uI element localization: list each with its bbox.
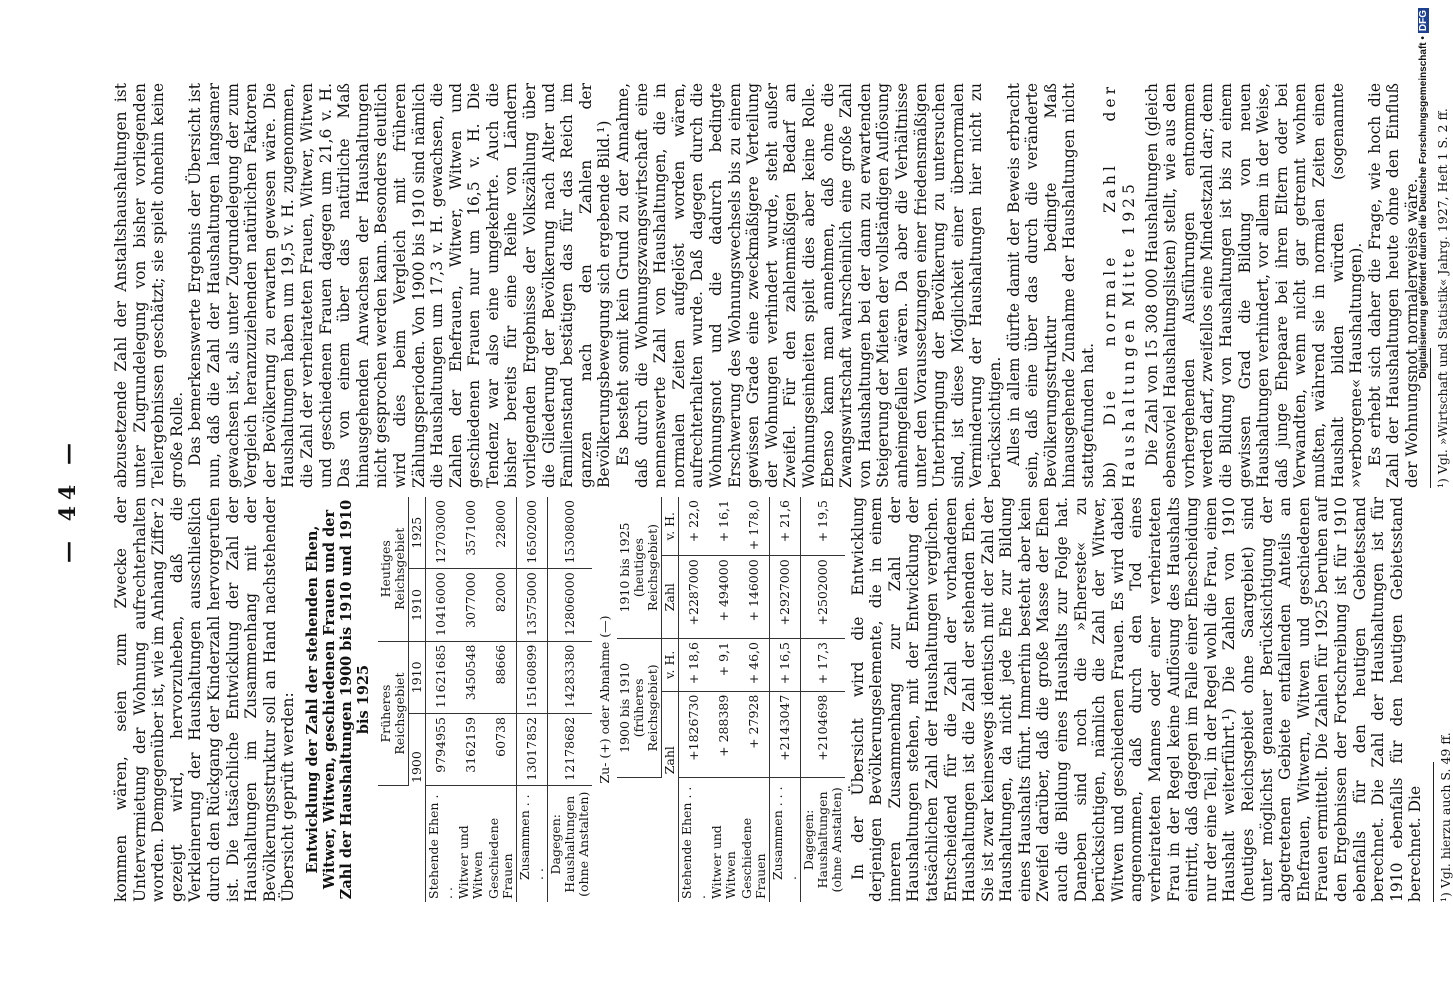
- changes-caption: Zu- (+) oder Abnahme (—): [596, 615, 612, 784]
- cell: 228000: [486, 497, 517, 569]
- table2-col: Zahl: [661, 556, 678, 639]
- right-paragraph-3: Es besteht somit kein Grund zu der Annahme, daß durch die Wohnungszwangswirtschaft eine nennenswerte Zahl von Haushaltungen, die in normalen Zeiten aufgelöst worden wären, aufrechterhalten wurde. Daß dagegen durch die Wohnungsnot und die dadurch bedingte Erschwerung des Wohnungswechsels bis zu einem gewissen Grade eine zweckmäßigere Verteilung der Wohnungen verhindert wurde, steht außer Zweifel. Für den zahlenmäßigen Bedarf an Wohnungseinheiten spielt dies aber keine Rolle. Ebenso kann man annehmen, daß ohne die Zwangswirtschaft wahrscheinlich eine große Zahl von Haushaltungen bei der dann zu erwartenden Steigerung der Mieten der vollständigen Auflösung anheimgefallen wären. Da aber die Verhältnisse unter den Voraussetzungen einer friedensmäßigen Unterbringung der Bevölkerung zu untersuchen sind, ist diese Möglichkeit einer übernormalen Verminderung der Haushaltungen hier nicht zu berücksichtigen.: [614, 83, 1004, 488]
- right-column: [112, 83, 1450, 488]
- sidebar-credit: [1418, 0, 1434, 1000]
- row-label-part: Dagegen:: [800, 809, 816, 871]
- row-label: Zusammen . . . .: [516, 786, 547, 902]
- cell: + 22,0: [678, 497, 709, 556]
- cell: 13575000: [516, 569, 547, 641]
- cell: + 46,0: [739, 639, 770, 692]
- cell: 82000: [486, 569, 517, 641]
- table-row-households: [800, 497, 845, 902]
- left-paragraph-2: In der Übersicht wird die Entwicklung derjenigen Bevölkerungselemente, die in einem inneren Zusammenhang zur Zahl der Haushaltungen stehen, mit der Entwicklung der tatsächlichen Zahl der Haushaltungen verglichen. Entscheidend für die Zahl der vorhandenen Haushaltungen ist die Zahl der stehenden Ehen. Sie ist zwar keineswegs identisch mit der Zahl der Haushaltungen, da nicht jede Ehe zur Bildung eines Haushalts führt. Immerhin besteht aber kein Zweifel darüber, daß die große Masse der Ehen auch die Bildung eines Haushalts zur Folge hat. Daneben sind noch die »Ehereste« zu berücksichtigen, nämlich die Zahl der Witwer, Witwen und geschiedenen Frauen. Es wird dabei angenommen, daß durch den Tod eines verheirateten Mannes oder einer verheirateten Frau in der Regel keine Auflösung des Haushalts eintritt, daß dagegen im Falle einer Ehescheidung nur der eine Teil, in der Regel wohl die Frau, einen Haushalt weiterführt.¹) Die Zahlen von 1910 (heutiges Reichsgebiet ohne Saargebiet) sind unter möglichst genauer Berücksichtigung der abgetretenen Gebiete entfallenden Anteils an Ehefrauen, Witwern, Witwen und geschiedenen Frauen ermittelt. Die Zahlen für 1925 beruhen auf den Ergebnissen der Fortschreibung ist für 1910 ebenfalls für den heutigen Gebietsstand berechnet. Die Zahl der Haushaltungen ist für 1910 ebenfalls für den heutigen Gebietsstand berechnet. Die: [848, 497, 1425, 902]
- row-label: Witwer und Witwen: [455, 825, 485, 899]
- table-heading: Entwicklung der Zahl der stehenden Ehen, Witwer, Witwen, geschiedenen Frauen und der Zahl der Haushaltungen 1900 bis 1910 und 1910 bis 1925: [303, 499, 372, 900]
- cell: 9794955: [425, 714, 456, 786]
- cell: 3450548: [456, 641, 486, 713]
- table2-col: v. H.: [661, 497, 678, 556]
- table-row: [425, 497, 456, 902]
- left-column: [112, 497, 1453, 902]
- table-row: [709, 497, 739, 902]
- sidebar-credit-text-wrap: [1418, 0, 1434, 1000]
- cell: +1826730: [678, 691, 709, 777]
- cell: +2143047: [769, 691, 800, 777]
- row-label: [547, 786, 592, 902]
- row-label-part: (ohne Anstalten): [828, 787, 844, 893]
- right-footnote: ¹) Vgl. »Wirtschaft und Statistik« Jahrg. 1927, Heft 1 S. 2 ff.: [1434, 108, 1450, 488]
- cell: + 16,5: [769, 639, 800, 692]
- table1-group-former: Früheres Reichsgebiet: [378, 641, 409, 786]
- group-label: 1900 bis 1910: [616, 662, 632, 753]
- row-label: Zusammen . . . .: [769, 777, 800, 902]
- right-paragraph-6: Es erhebt sich daher die Frage, wie hoch die Zahl der Haushaltungen heute ohne den Einfluß der Wohnungsnot normalerweise wäre.: [1365, 83, 1421, 488]
- table1-group-current: Heutiges Reichsgebiet: [378, 497, 409, 641]
- table1-corner: [378, 786, 426, 902]
- left-paragraph-1: kommen wären, seien zum Zwecke der Untervermietung der Wohnung aufrechterhalten worden. Demgegenüber ist, wie im Anhang Ziffer 2 gezeigt wird, hervorzuheben, daß die Verkleinerung der Haushaltungen ausschließlich durch den Rückgang der Kinderzahl hervorgerufen ist. Die tatsächliche Entwicklung der Zahl der Haushaltungen im Zusammenhang mit der Bevölkerungsstruktur soll an Hand nachstehender Übersicht geprüft werden:: [112, 497, 298, 902]
- cell: + 288389: [709, 691, 739, 777]
- cell: + 18,6: [678, 639, 709, 692]
- table1-col: 1900: [408, 714, 425, 786]
- cell: 13017852: [516, 714, 547, 786]
- row-label-part: Dagegen:: [547, 813, 563, 875]
- group-sublabel: (früheres Reichsgebiet): [630, 664, 660, 752]
- changes-table: [617, 497, 845, 902]
- table-row: [486, 497, 517, 902]
- right-paragraph-1: abzusetzende Zahl der Anstaltshaushaltungen ist unter Zugrundelegung von bisher vorliegenden Teilergebnissen geschätzt; sie spielt ohnehin keine große Rolle.: [112, 83, 186, 488]
- table2-group-1: [617, 639, 662, 778]
- row-label-part: Haushaltungen: [814, 791, 830, 889]
- cell: 10416000: [425, 569, 456, 641]
- table2-corner: [617, 777, 679, 902]
- row-label: Stehende Ehen . . .: [425, 794, 455, 899]
- cell: 12806000: [547, 569, 592, 641]
- table-row: [739, 497, 770, 902]
- table-row: [456, 497, 486, 902]
- cell: 3162159: [456, 714, 486, 786]
- table2-col: v. H.: [661, 639, 678, 692]
- cell: 12703000: [425, 497, 456, 569]
- page-number: — 44 —: [55, 437, 81, 563]
- cell: 15160899: [516, 641, 547, 713]
- cell: + 21,6: [769, 497, 800, 556]
- row-label: [800, 777, 845, 902]
- cell: 60738: [486, 714, 517, 786]
- cell: + 19,5: [800, 497, 845, 556]
- cell: + 27928: [739, 691, 770, 777]
- group-label: 1910 bis 1925: [616, 522, 632, 613]
- cell: +2287000: [678, 556, 709, 639]
- table1-col: 1925: [408, 497, 425, 569]
- cell: + 146000: [739, 556, 770, 639]
- cell: 3571000: [456, 497, 486, 569]
- cell: 11621685: [425, 641, 456, 713]
- cell: + 16,1: [709, 497, 739, 556]
- cell: 12178682: [547, 714, 592, 786]
- cell: + 178,0: [739, 497, 770, 556]
- cell: + 17,3: [800, 639, 845, 692]
- table-row: [678, 497, 709, 902]
- row-label: Geschiedene Frauen: [738, 817, 768, 899]
- table1-col: 1910: [408, 569, 425, 641]
- cell: +2502000: [800, 556, 845, 639]
- right-paragraph-4: Alles in allem dürfte damit der Beweis erbracht sein, daß eine über das durch die veränderte Bevölkerungsstruktur bedingte Maß hinausgehende Zunahme der Haushaltungen nicht stattgefunden hat.: [1004, 83, 1097, 488]
- row-label-part: Haushaltungen: [561, 795, 577, 893]
- dfg-logo: DFG: [1418, 10, 1429, 32]
- row-label: Geschiedene Frauen: [485, 817, 515, 899]
- right-paragraph-5: Die Zahl von 15 308 000 Haushaltungen (gleich ebensoviel Haushaltungslisten) stellt, wie aus den vorhergehenden Ausführungen entnommen werden darf, zweifellos eine Mindestzahl dar; denn die Bildung von Haushaltungen ist bis zu einem gewissen Grad die Bildung von neuen Haushaltungen verhindert, vor allem in der Weise, daß junge Ehepaare bei ihren Eltern oder bei Verwandten, wenn nicht gar getrennt wohnen mußten, während sie in normalen Zeiten einen Haushalt bilden würden (sogenannte »verborgene« Haushaltungen).: [1142, 83, 1366, 488]
- table1-col: 1910: [408, 641, 425, 713]
- cell: 3077000: [456, 569, 486, 641]
- cell: +2104698: [800, 691, 845, 777]
- right-paragraph-2: Das bemerkenswerte Ergebnis der Übersicht ist nun, daß die Zahl der Haushaltungen langsamer gewachsen ist, als unter Zugrundelegung der zum Vergleich heranzuziehenden natürlichen Faktoren der Bevölkerung zu erwarten gewesen wäre. Die Haushaltungen haben um 19,5 v. H. zugenommen, die Zahl der verheirateten Frauen, Witwer, Witwen und geschiedenen Frauen dagegen um 21,6 v. H. Das von einem über das natürliche Maß hinausgehenden Anwachsen der Haushaltungen nicht gesprochen werden kann. Besonders deutlich wird dies beim Vergleich mit früheren Zählungsperioden. Von 1900 bis 1910 sind nämlich die Haushaltungen um 17,3 v. H. gewachsen, die Zahlen der Ehefrauen, Witwer, Witwen und geschiedenen Frauen nur um 16,5 v. H. Die Tendenz war also eine umgekehrte. Auch die bisher bereits für eine Reihe von Ländern vorliegenden Ergebnisse der Volkszählung über die Gliederung der Bevölkerung nach Alter und Familienstand bestätigen das für das Reich im ganzen nach den Zahlen der Bevölkerungsbewegung sich ergebende Bild.¹): [186, 83, 614, 488]
- population-table: [378, 497, 592, 902]
- subheading-prefix: bb): [1101, 462, 1120, 488]
- table2-group-2: [617, 497, 662, 639]
- left-footnote: ¹) Vgl. hierzu auch S. 49 ff.: [1437, 732, 1453, 902]
- subheading-text: Die normale Zahl der Haushaltungen Mitte 1925: [1101, 83, 1139, 488]
- sidebar-credit-text: Digitalisierung gefördert durch die Deutsche Forschungsgemeinschaft •: [1418, 36, 1429, 379]
- row-label: Stehende Ehen . . .: [678, 786, 708, 899]
- cell: 16502000: [516, 497, 547, 569]
- cell: + 494000: [709, 556, 739, 639]
- subheading: [1101, 83, 1138, 488]
- table2-col: Zahl: [661, 691, 678, 777]
- cell: 88666: [486, 641, 517, 713]
- group-sublabel: (heutiges Reichsgebiet): [630, 524, 660, 611]
- table-row-sum: [516, 497, 547, 902]
- cell: +2927000: [769, 556, 800, 639]
- cell: 15308000: [547, 497, 592, 569]
- table-row-households: [547, 497, 592, 902]
- table-row-sum: [769, 497, 800, 902]
- row-label: Witwer und Witwen: [708, 825, 738, 899]
- cell: 14283380: [547, 641, 592, 713]
- cell: + 9,1: [709, 639, 739, 692]
- row-label-part: (ohne Anstalten): [575, 791, 591, 897]
